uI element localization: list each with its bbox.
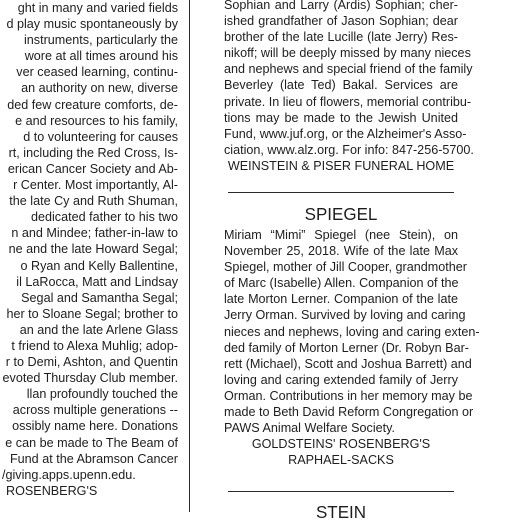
left-text-line: n and Mindee; father-in-law to (11, 226, 178, 241)
obituary-text-line: brother of the late Lucille (late Jerry) Res- (224, 30, 458, 45)
obituary-text-line: Jerry Orman. Survived by loving and caring (224, 308, 466, 323)
left-text-line: her to Sloane Segal; brother to (6, 306, 178, 321)
left-text-line: Fund at the Abramson Cancer (9, 451, 178, 466)
obituary-text-line: private. In lieu of flowers, memorial contribu- (224, 94, 472, 109)
left-text-line: r Center. Most importantly, Al- (13, 178, 178, 193)
obituary-name-heading: STEIN (315, 502, 367, 523)
obituary-text-line: of Marc (Isabelle) Allen. Companion of the (224, 276, 459, 291)
obituary-text-line: PAWS Animal Welfare Society. (224, 421, 396, 436)
left-text-line: the late Cy and Ruth Shuman, (9, 194, 178, 209)
shuman-obituary-continuation (224, 0, 474, 174)
obituary-text-line: Sophian and Larry (Ardis) Sophian; cher- (224, 0, 458, 12)
right-obituary-column (224, 0, 480, 523)
funeral-home-name: GOLDSTEINS' ROSENBERG'S (251, 437, 431, 452)
left-text-line: dedicated father to his two (30, 210, 178, 225)
left-text-line: o Ryan and Kelly Ballentine, (20, 258, 178, 273)
obituary-text-line: nikoff; will be deeply missed by many nieces (224, 46, 471, 61)
funeral-home-name: WEINSTEIN & PISER FUNERAL HOME (227, 158, 455, 173)
obituary-text-line: late Morton Lerner. Companion of the late (224, 292, 458, 307)
column-divider (189, 0, 190, 512)
left-text-line: t friend to Alexa Muhlig; adop- (11, 338, 178, 353)
obituary-text-line: ded family of Morton Lerner (Dr. Robyn Bar- (224, 340, 469, 355)
left-text-line: d play music spontaneously by (6, 17, 178, 32)
obituary-separator (228, 192, 454, 193)
obituary-text-line: Spiegel, mother of Jill Cooper, grandmother (224, 260, 467, 275)
left-text-line: Segal and Samantha Segal; (21, 290, 178, 305)
left-text-line: ossibly name here. Donations (12, 419, 178, 434)
obituary-text-line: made to Beth David Reform Congregation or (224, 405, 474, 420)
left-text-line: il LaRocca, Matt and Lindsay (16, 274, 178, 289)
obituary-text-line: ished grandfather of Jason Sophian; dear (224, 14, 458, 29)
left-text-line: ght in many and varied fields (17, 1, 178, 15)
left-text-line: r to Demi, Ashton, and Quentin (5, 355, 178, 370)
left-text-line: e and resources to his family, (15, 113, 178, 128)
left-text-line: an and the late Arlene Glass (19, 322, 178, 337)
obituary-text-line: and nephews and special friend of the family (224, 62, 473, 77)
left-text-line: across multiple generations -- (12, 403, 178, 418)
left-text-line: d to volunteering for causes (23, 129, 178, 144)
obituary-text-line: Beverley (late Ted) Bakal. Services are (224, 78, 458, 93)
obituary-separator (228, 491, 454, 492)
left-text-line: ver ceased learning, continu- (16, 65, 178, 80)
obituary-text-line: November 25, 2018. Wife of the late Max (224, 244, 458, 259)
obituary-text-line: nieces and nephews, loving and caring exten- (224, 324, 480, 339)
obituary-text-line: Fund, www.juf.org, or the Alzheimer's Asso- (224, 126, 467, 141)
funeral-home-name: RAPHAEL-SACKS (288, 453, 394, 468)
spiegel-obituary (224, 227, 480, 468)
obituary-text-line: rett (Michael), Scott and Joshua Barrett) and (224, 356, 472, 371)
obituary-text-line: ciation, www.alz.org. For info: 847-256-5700. (224, 142, 474, 157)
left-text-line: rt, including the Red Cross, Is- (8, 145, 178, 160)
obituary-name-heading: SPIEGEL (304, 204, 378, 225)
left-text-line: ded few creature comforts, de- (7, 97, 178, 112)
left-text-line: /giving.apps.upenn.edu. (2, 467, 136, 482)
left-text-line: e can be made to The Beam of (5, 435, 178, 450)
left-text-line: wore at all times around his (24, 49, 178, 64)
left-text-line: evoted Thursday Club member. (2, 371, 178, 386)
obituary-text-line: tions may be made to the Jewish United (224, 110, 458, 125)
left-obituary-column (0, 0, 178, 512)
left-text-line: erican Cancer Society and Ab- (7, 161, 178, 176)
obituary-text-line: Orman. Contributions in her memory may be (224, 388, 473, 403)
obituary-text-line: Miriam “Mimi” Spiegel (nee Stein), on (224, 228, 458, 242)
left-text-line: ne and the late Howard Segal; (8, 242, 178, 257)
left-funeral-home-fragment: ROSENBERG'S (6, 483, 98, 498)
left-text-line: an authority on new, diverse (21, 81, 178, 96)
left-text-line: instruments, particularly the (24, 33, 178, 48)
obituary-text-line: loving and caring extended family of Jerry (224, 372, 458, 387)
left-text-line: llan profoundly touched the (26, 387, 178, 402)
